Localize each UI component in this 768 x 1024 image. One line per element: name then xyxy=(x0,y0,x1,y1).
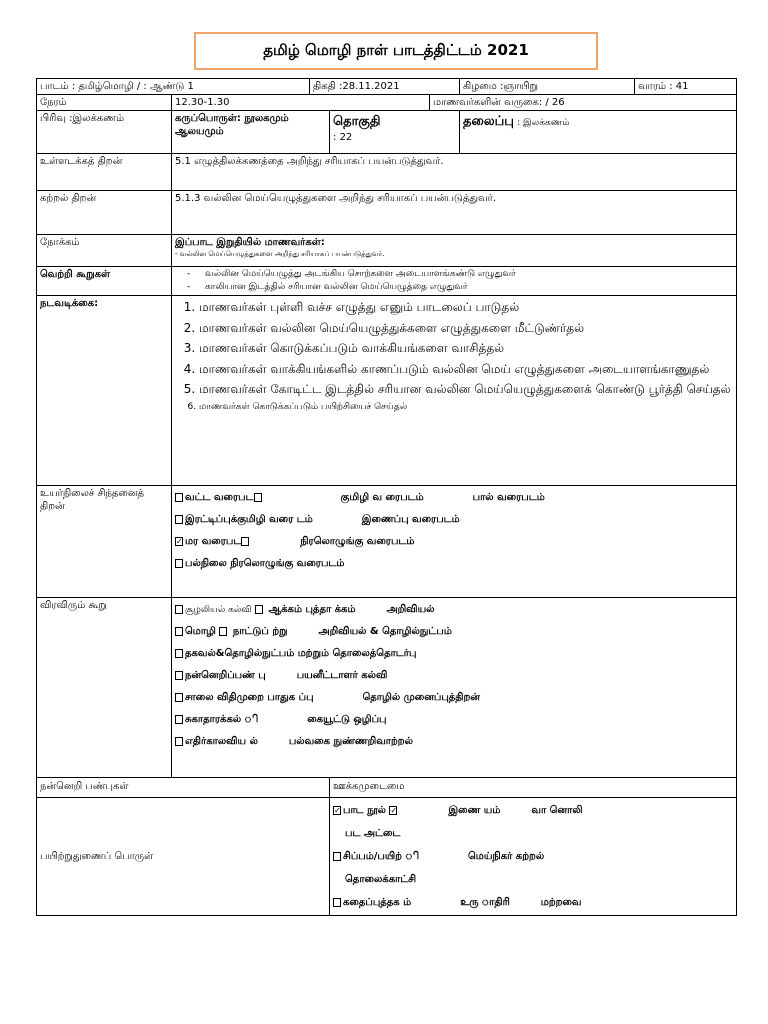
option-entrepreneurship: தொழில் முனைப்புத்திறன் xyxy=(362,692,481,703)
success-criterion: - வல்லின மெய்யெழுத்து அடங்கிய சொற்களை அடையாளங்கண்டு எழுதுவர் xyxy=(175,268,733,281)
topic-value: : இலக்கணம் xyxy=(517,118,570,128)
option-bridge-map: இணைப்பு வரைபடம் xyxy=(361,514,460,525)
option-replica: உரு ாதிரி xyxy=(460,897,510,908)
option-patriotism: நாட்டுப் ற்று xyxy=(232,626,288,637)
option-anti-corruption: கையூட்டு ஒழிப்பு xyxy=(307,714,387,725)
learning-standard-label: கற்றல் திறன் xyxy=(37,191,172,235)
date-cell: திகதி :28.11.2021 xyxy=(310,79,460,95)
success-criteria-row xyxy=(37,267,737,296)
option-road-safety: சாலை விதிமுறை பாதுக ப்பு xyxy=(185,692,314,703)
learning-standard-row xyxy=(37,191,737,235)
activities-label: நடவடிக்கை: xyxy=(37,296,172,486)
content-standard-value: 5.1 எழுத்திலக்கணத்தை அறிந்து சரியாகப் பயன்படுத்துவர். xyxy=(172,154,737,191)
activity-item: 3. மாணவர்கள் கொடுக்கப்படும் வாக்கியங்களை வாசித்தல் xyxy=(199,338,733,359)
checkbox[interactable] xyxy=(175,737,183,746)
checkbox[interactable] xyxy=(333,898,341,907)
thinking-maps-cell xyxy=(172,486,737,598)
option-internet: இணை யம் xyxy=(448,805,501,816)
page-title: தமிழ் மொழி நாள் பாடத்திட்டம் 2021 xyxy=(194,32,598,70)
option-storybook: கதைப்புத்தக ம் xyxy=(343,897,412,908)
objective-label: நோக்கம் xyxy=(37,235,172,267)
theme-cell: கருப்பொருள்: நூலகமும் ஆலயமும் xyxy=(172,111,330,154)
cross-curricular-cell xyxy=(172,598,737,778)
objective-cell xyxy=(172,235,737,267)
header-row-2 xyxy=(37,95,737,111)
moral-value: ஊக்கமுடைமை xyxy=(330,778,737,798)
activities-cell xyxy=(172,296,737,486)
unit-value: : 22 xyxy=(333,132,353,143)
cross-curricular-row xyxy=(37,598,737,778)
option-environment: சூழலியல் கல்வி xyxy=(185,605,252,615)
option-double-bubble-map: இரட்டிப்புக்குமிழி வரை டம் xyxy=(185,514,313,525)
checkbox[interactable] xyxy=(175,559,183,568)
moral-label: நன்னெறி பண்புகள் xyxy=(37,778,330,798)
content-standard-row xyxy=(37,154,737,191)
activity-item: 5. மாணவர்கள் கோடிட்ட இடத்தில் சரியான வல்லின மெய்யெழுத்துகளைக் கொண்டு பூர்த்தி செய்தல் xyxy=(199,379,733,400)
checkbox[interactable] xyxy=(175,649,183,658)
option-others: மற்றவை xyxy=(540,897,582,908)
topic-cell xyxy=(460,111,737,154)
activities-row xyxy=(37,296,737,486)
objective-heading: இப்பாட இறுதியில் மாணவர்கள்: xyxy=(175,237,325,248)
objective-value: - வல்லின மெய்யெழுத்துகளை அறிந்து சரியாகப் பயன்படுத்துவர். xyxy=(175,250,385,258)
checkbox[interactable] xyxy=(175,671,183,680)
checkbox[interactable] xyxy=(255,605,263,614)
header-row-1 xyxy=(37,79,737,95)
checkbox[interactable] xyxy=(219,627,227,636)
day-cell: கிழமை :ஞாயிறு xyxy=(460,79,635,95)
checkbox[interactable] xyxy=(175,493,183,502)
checked-checkbox[interactable]: ✓ xyxy=(334,805,341,815)
attendance-cell: மாணவர்களின் வருகை: / 26 xyxy=(430,95,737,111)
success-criteria-cell xyxy=(172,267,737,296)
option-multi-flow-map: பல்நிலை நிரலொழுங்கு வரைபடம் xyxy=(185,558,345,569)
unit-cell xyxy=(330,111,460,154)
teaching-aids-cell xyxy=(330,798,737,916)
cross-curricular-label: விரவிரும் கூறு xyxy=(37,598,172,778)
option-radio: வா னொலி xyxy=(531,805,583,816)
checkbox[interactable] xyxy=(175,515,183,524)
option-flow-map: நிரலொழுங்கு வரைபடம் xyxy=(300,536,415,547)
success-criterion: - காலியான இடத்தில் சரியான வல்லின மெய்யெழுத்தை எழுதுவர் xyxy=(175,281,733,294)
option-language: மொழி xyxy=(185,626,216,637)
topic-label: தலைப்பு xyxy=(463,114,514,129)
time-label: நேரம் xyxy=(37,95,172,111)
success-criteria-label: வெற்றி கூறுகள் xyxy=(37,267,172,296)
option-consumer: பயனீட்டாளர் கல்வி xyxy=(296,670,388,681)
moral-row xyxy=(37,778,737,798)
activity-item: 4. மாணவர்கள் வாக்கியங்களில் காணப்படும் வல்லின மெய் எழுத்துகளை அடையாளங்காணுதல் xyxy=(199,359,733,380)
content-standard-label: உள்ளடக்கத் திறன் xyxy=(37,154,172,191)
option-virtual-learning: மெய்நிகர் கற்றல் xyxy=(468,851,545,862)
strand-row xyxy=(37,111,737,154)
checkbox[interactable] xyxy=(254,493,262,502)
checkbox[interactable] xyxy=(175,627,183,636)
option-brace-map: பால் வரைபடம் xyxy=(472,492,545,503)
teaching-aids-label: பயிற்றுதுணைப் பொருள் xyxy=(37,798,330,916)
checkbox[interactable] xyxy=(175,715,183,724)
checkbox[interactable] xyxy=(241,537,249,546)
option-health: சுகாதாரக்கல் ி xyxy=(185,714,259,725)
learning-standard-value: 5.1.3 வல்லின மெய்யெழுத்துகளை அறிந்து சரியாகப் பயன்படுத்துவர். xyxy=(172,191,737,235)
checkbox[interactable] xyxy=(175,693,183,702)
option-circle-map: வட்ட வரைபட xyxy=(185,492,254,503)
option-future: எதிர்காலவிய ல் xyxy=(185,736,258,747)
checkbox[interactable] xyxy=(175,605,183,614)
option-creativity: ஆக்கம் புத்தா க்கம் xyxy=(268,604,356,615)
option-bubble-map: குமிழி வ ரைபடம் xyxy=(340,492,424,503)
activity-item: 2. மாணவர்கள் வல்லின மெய்யெழுத்துக்களை எழுத்துகளை மீட்டுண்ர்தல் xyxy=(199,318,733,339)
option-television: தொலைக்காட்சி xyxy=(345,874,417,885)
strand-label: பிரிவு :இலக்கணம் xyxy=(37,111,172,154)
thinking-maps-row xyxy=(37,486,737,598)
lesson-plan-table xyxy=(36,78,737,916)
option-science: அறிவியல் xyxy=(386,604,435,615)
option-textbook: பாட நூல் xyxy=(343,805,386,816)
activity-item: 1. மாணவர்கள் புள்ளி வச்ச எழுத்து எனும் பாடலைப் பாடுதல் xyxy=(199,297,733,318)
teaching-aids-row xyxy=(37,798,737,916)
activity-item: 6. மாணவர்கள் கொடுக்கப்படும் பயிற்சியைச் செய்தல் xyxy=(199,400,733,414)
checked-checkbox[interactable]: ✓ xyxy=(176,536,183,546)
option-multiple-intelligence: பல்வகை நுண்ணறிவாற்றல் xyxy=(288,736,413,747)
checked-checkbox[interactable]: ✓ xyxy=(390,805,398,815)
option-science-tech: அறிவியல் & தொழில்நுட்பம் xyxy=(318,626,452,637)
time-value: 12.30-1.30 xyxy=(172,95,430,111)
option-picture-card: பட அட்டை xyxy=(345,828,401,839)
option-values: நன்னெறிப்பண் பு xyxy=(185,670,266,681)
thinking-maps-label: உயர்நிலைச் சிந்தனைத் திறன் xyxy=(37,486,172,598)
unit-label: தொகுதி xyxy=(333,114,381,129)
week-cell: வாரம் : 41 xyxy=(635,79,737,95)
option-tree-map: மர வரைபட xyxy=(185,536,242,547)
subject-cell: பாடம் : தமிழ்மொழி / : ஆண்டு 1 xyxy=(37,79,310,95)
option-ict: தகவல்&தொழில்நுட்பம் மற்றும் தொலைத்தொடர்பு xyxy=(185,648,417,659)
objective-row xyxy=(37,235,737,267)
option-model: சிப்பம்/பயிற் ி xyxy=(343,851,420,862)
checkbox[interactable] xyxy=(333,852,341,861)
